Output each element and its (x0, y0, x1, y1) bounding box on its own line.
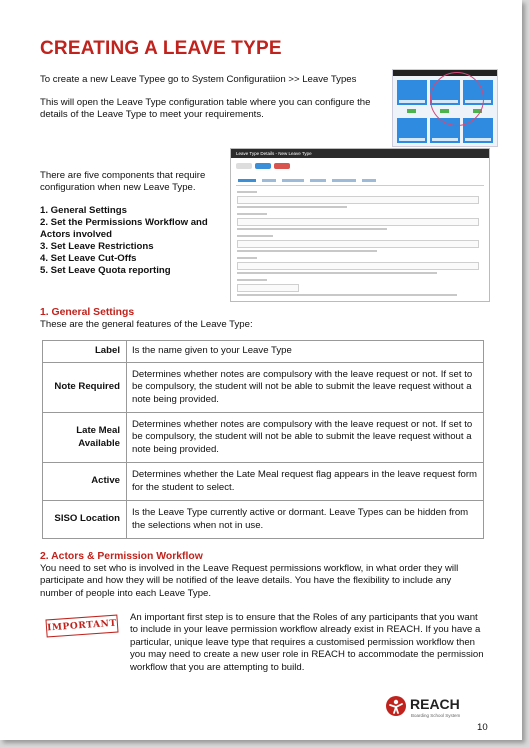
component-item: 2. Set the Permissions Workflow and (40, 217, 208, 228)
components-line-a: There are five components that require (40, 170, 206, 181)
actors-paragraph: You need to set who is involved in the Leave Request permissions workflow, in what order they will participate and how they will be notified of the leave details. You have the flexibility to include any number of people into each Leave Type. (40, 563, 459, 599)
row-label: Label (43, 341, 127, 363)
row-label: Active (43, 463, 127, 501)
leave-types-screenshot (392, 69, 498, 147)
table-row (43, 363, 484, 413)
reach-logo (386, 694, 496, 724)
row-desc: Is the Leave Type currently active or dormant. Leave Types can be hidden from the selections when not in use. (127, 501, 484, 539)
important-stamp: IMPORTANT (45, 615, 118, 638)
table-row (43, 501, 484, 539)
page-title: CREATING A LEAVE TYPE (40, 38, 282, 59)
brand-tagline: Boarding School System (411, 713, 461, 718)
highlight-circle (430, 72, 484, 126)
intro-line-2b: details of the Leave Type to meet your requirements. (40, 109, 264, 120)
row-desc: Determines whether notes are compulsory with the leave request or not. If set to be compulsory, the student will not be able to submit the leave request without a note being provided. (127, 363, 484, 413)
leave-type-form-screenshot (230, 148, 490, 302)
table-row (43, 463, 484, 501)
component-item: 1. General Settings (40, 205, 127, 216)
component-item: 5. Set Leave Quota reporting (40, 265, 171, 276)
section-heading-actors: 2. Actors & Permission Workflow (40, 551, 203, 562)
component-item: 4. Set Leave Cut-Offs (40, 253, 137, 264)
row-label: Late Meal Available (43, 413, 127, 463)
form-header: Leave Type Details - New Leave Type (231, 149, 489, 158)
row-label: Note Required (43, 363, 127, 413)
intro-line-2a: This will open the Leave Type configuration table where you can configure the (40, 97, 371, 108)
section-heading-general: 1. General Settings (40, 307, 135, 318)
row-desc: Determines whether the Late Meal request flag appears in the leave request form for the student to select. (127, 463, 484, 501)
brand-name: REACH (410, 696, 460, 712)
row-desc: Is the name given to your Leave Type (127, 341, 484, 363)
general-settings-table (42, 340, 484, 539)
table-row (43, 413, 484, 463)
component-item: Actors involved (40, 229, 112, 240)
component-item: 3. Set Leave Restrictions (40, 241, 154, 252)
table-row (43, 341, 484, 363)
reach-logo-icon (386, 696, 406, 716)
row-label: SISO Location (43, 501, 127, 539)
page-number: 10 (477, 722, 488, 733)
components-line-b: configuration when new Leave Type. (40, 182, 196, 193)
general-subtitle: These are the general features of the Leave Type: (40, 319, 253, 330)
important-paragraph: An important first step is to ensure that the Roles of any participants that you want to include in your leave permission workflow already exist in REACH. If you have a particular, unique leave type that requires a customised permission workflow then you may need to create a new user role in REACH to accommodate the permission workflow that you are attempting to build. (130, 612, 484, 673)
intro-line-1: To create a new Leave Typee go to System Configuratiion >> Leave Types (40, 74, 357, 85)
row-desc: Determines whether notes are compulsory with the leave request or not. If set to be compulsory, the student will not be able to submit the leave request without a note being provided. (127, 413, 484, 463)
